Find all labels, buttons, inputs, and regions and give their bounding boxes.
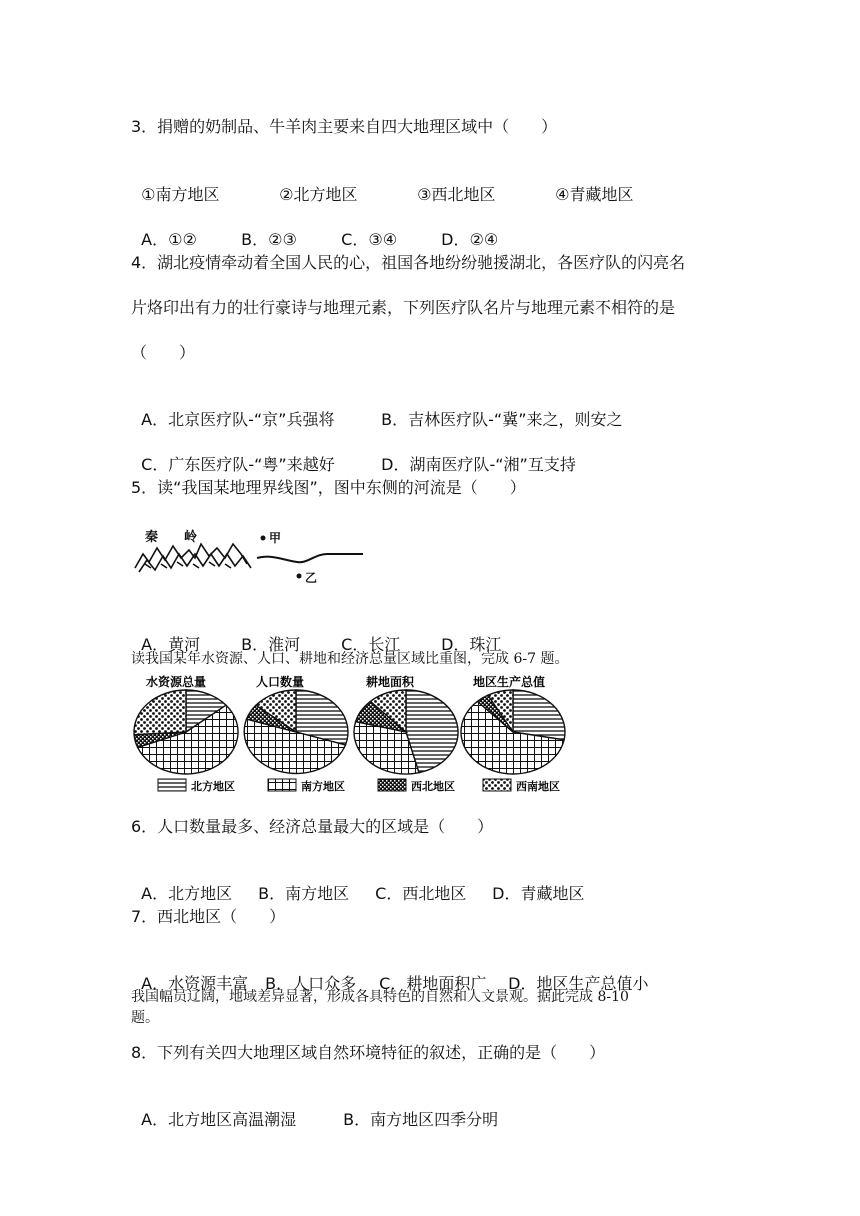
pie-slice [513,690,565,740]
region-share-pie-charts [128,670,588,798]
q3-stem: 3．捐赠的奶制品、牛羊肉主要来自四大地理区域中（ ） [131,117,558,136]
q4-stem-line2: 片烙印出有力的壮行豪诗与地理元素，下列医疗队名片与地理元素不相符的是 [131,298,676,317]
q5-option-d: D．珠江 [441,635,502,654]
legend-label: 西北地区 [411,780,455,793]
legend-label: 西南地区 [516,780,560,793]
q3-option-d: D．②④ [441,230,499,249]
q4-stem-line1: 4．湖北疫情牵动着全国人民的心，祖国各地纷纷驰援湖北，各医疗队的闪亮名 [131,253,686,272]
q3-option-b: B．②③ [241,230,297,249]
q4-option-c: C．广东医疗队-“粤”来越好 [141,455,335,474]
q3-item: ④青藏地区 [555,185,634,204]
legend-swatch [483,779,511,791]
q3-option-a: A．①② [141,230,197,249]
q8-options [131,1087,498,1131]
pie-legend [158,779,560,793]
q8-option-b: B．南方地区四季分明 [343,1110,499,1129]
q7-option-b: B．人口众多 [265,974,357,993]
boundary-map [131,524,371,588]
q5-option-a: A．黄河 [141,635,201,654]
q3-items [131,162,634,206]
q6-option-d: D．青藏地区 [492,884,585,903]
q5-stem: 5．读“我国某地理界线图”，图中东侧的河流是（ ） [131,478,526,497]
point-yi-marker [297,574,302,579]
pie-title: 人口数量 [256,675,305,689]
q7-option-d: D．地区生产总值小 [508,974,649,993]
q6-stem: 6．人口数量最多、经济总量最大的区域是（ ） [131,817,494,836]
q3-item: ②北方地区 [279,185,358,204]
legend-label: 南方地区 [301,780,345,793]
map-point-yi: 乙 [305,571,318,585]
mountain-range [135,544,251,572]
q4-option-d: D．湖南医疗队-“湘”互支持 [381,455,576,474]
legend-label: 北方地区 [191,780,235,793]
legend-swatch [378,779,406,791]
q7-stem: 7．西北地区（ ） [131,907,286,926]
q5-option-c: C．长江 [341,635,401,654]
intro-8-10-line2: 题。 [131,1010,159,1026]
pie-title: 耕地面积 [366,675,415,689]
q3-item: ①南方地区 [141,185,220,204]
q6-option-b: B．南方地区 [258,884,350,903]
pie-title: 水资源总量 [146,675,207,689]
map-point-jia: 甲 [269,531,282,545]
q8-stem: 8．下列有关四大地理区域自然环境特征的叙述，正确的是（ ） [131,1043,606,1062]
boundary-river [257,554,363,562]
pie-slice [134,690,186,735]
q4-options-row2 [131,432,576,476]
q7-option-a: A．水资源丰富 [141,974,249,993]
q6-options [131,861,585,905]
pie-title: 地区生产总值 [473,675,546,689]
q4-stem-line3: （ ） [131,343,196,362]
q6-option-a: A．北方地区 [141,884,233,903]
legend-swatch [158,779,186,791]
q4-options-row1 [131,387,623,431]
map-mountain-label: 秦 岭 [145,530,198,545]
q6-option-c: C．西北地区 [375,884,467,903]
q5-option-b: B．淮河 [241,635,301,654]
q3-option-c: C．③④ [341,230,398,249]
q7-option-c: C．耕地面积广 [379,974,487,993]
q4-option-a: A．北京医疗队-“京”兵强将 [141,410,335,429]
q4-option-b: B．吉林医疗队-“冀”来之，则安之 [381,410,623,429]
legend-swatch [268,779,296,791]
point-jia-marker [261,536,266,541]
q8-option-a: A．北方地区高温潮湿 [141,1110,297,1129]
intro-8-10-line1: 我国幅员辽阔，地域差异显著，形成各具特色的自然和人文景观。据此完成 8-10 [131,989,629,1005]
intro-6-7: 读我国某年水资源、人口、耕地和经济总量区域比重图，完成 6-7 题。 [131,651,569,667]
q3-item: ③西北地区 [417,185,496,204]
q3-options [131,207,498,251]
